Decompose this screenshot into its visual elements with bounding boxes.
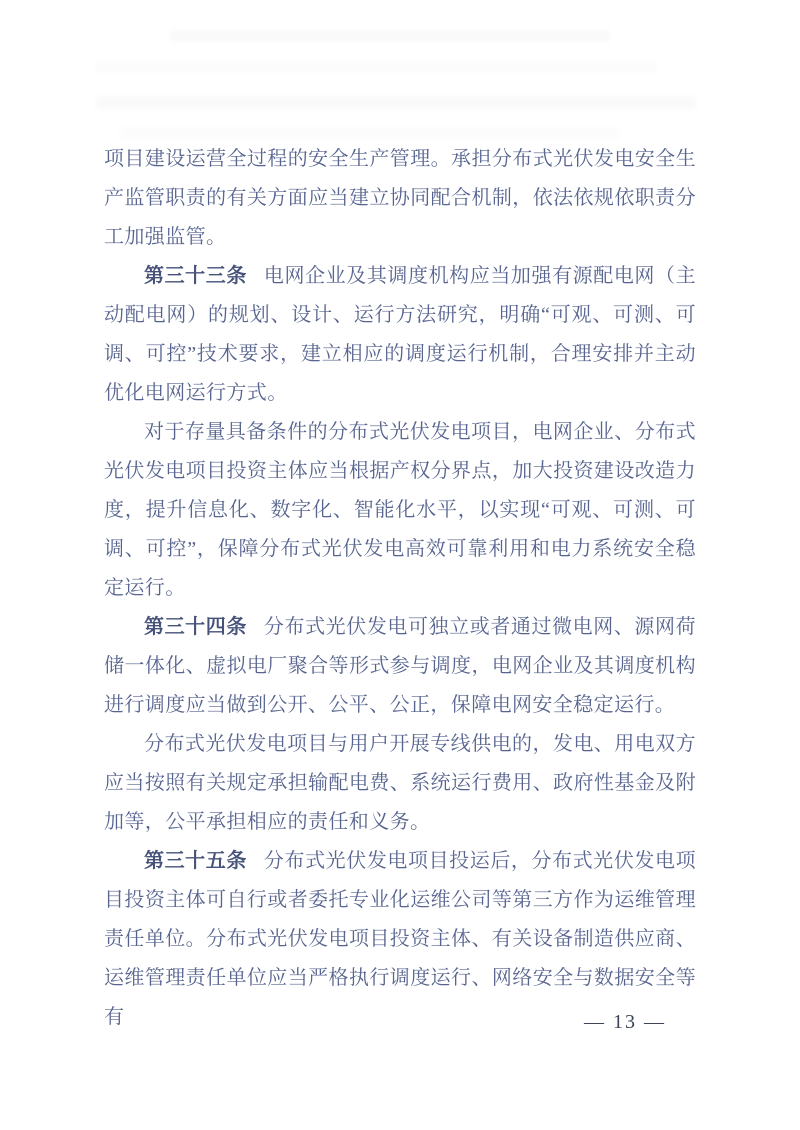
document-body — [104, 140, 696, 1037]
paragraph-article-33-cont — [104, 413, 696, 608]
paragraph-continuation — [104, 140, 696, 257]
paragraph-article-34-cont — [104, 725, 696, 842]
paragraph-text: 分布式光伏发电项目与用户开展专线供电的，发电、用电双方应当按照有关规定承担输配电费、系统运行费用、政府性基金及附加等，公平承担相应的责任和义务。 — [104, 733, 696, 833]
article-number-heading: 第三十四条 — [144, 616, 247, 638]
bleed-through-ghosting — [96, 96, 696, 109]
paragraph-text: 电网企业及其调度机构应当加强有源配电网（主动配电网）的规划、设计、运行方法研究，明确“可观、可测、可调、可控”技术要求，建立相应的调度运行机制，合理安排并主动优化电网运行方式。 — [104, 265, 696, 404]
bleed-through-ghosting — [96, 62, 656, 72]
page-number-label: — 13 — — [584, 1011, 666, 1033]
paragraph-text: 对于存量具备条件的分布式光伏发电项目，电网企业、分布式光伏发电项目投资主体应当根据产权分界点，加大投资建设改造力度，提升信息化、数字化、智能化水平，以实现“可观、可测、可调、可控”，保障分布式光伏发电高效可靠利用和电力系统安全稳定运行。 — [104, 421, 696, 599]
article-number-heading: 第三十三条 — [144, 265, 247, 287]
bleed-through-ghosting — [170, 30, 610, 42]
article-number-heading: 第三十五条 — [144, 850, 247, 872]
paragraph-text: 项目建设运营全过程的安全生产管理。承担分布式光伏发电安全生产监管职责的有关方面应当建立协同配合机制，依法依规依职责分工加强监管。 — [104, 148, 696, 248]
paragraph-text: 分布式光伏发电可独立或者通过微电网、源网荷储一体化、虚拟电厂聚合等形式参与调度，电网企业及其调度机构进行调度应当做到公开、公平、公正，保障电网安全稳定运行。 — [104, 616, 696, 716]
page-number — [540, 1008, 710, 1036]
paragraph-text: 分布式光伏发电项目投运后，分布式光伏发电项目投资主体可自行或者委托专业化运维公司等第三方作为运维管理责任单位。分布式光伏发电项目投资主体、有关设备制造供应商、运维管理责任单位应当严格执行调度运行、网络安全与数据安全等有 — [104, 850, 696, 1028]
paragraph-article-33 — [104, 257, 696, 413]
bleed-through-ghosting — [120, 128, 620, 138]
paragraph-article-34 — [104, 608, 696, 725]
